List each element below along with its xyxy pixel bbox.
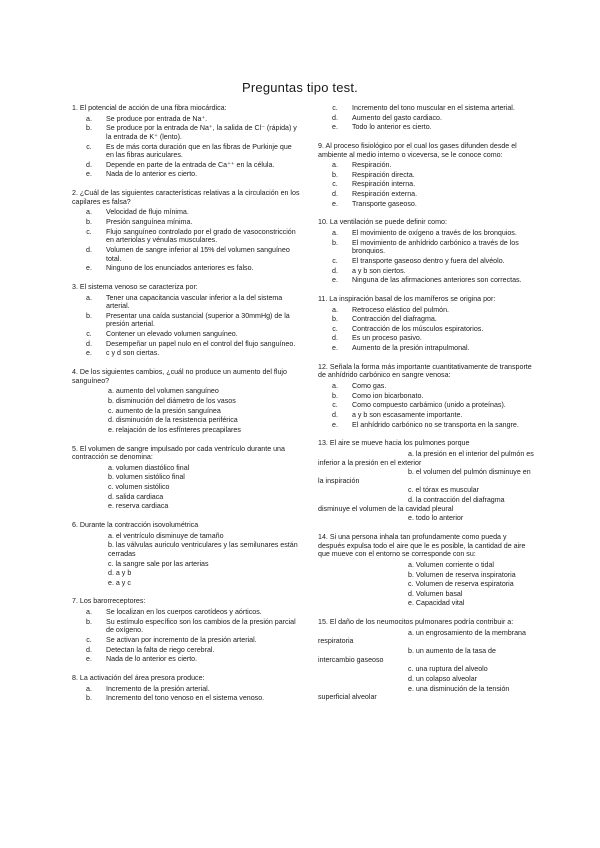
answer-option: [72, 124, 300, 141]
option-letter: d.: [86, 245, 92, 254]
answer-option: [318, 276, 534, 285]
option-letter: d.: [332, 334, 338, 343]
option-text: Desempeñar un papel nulo en el control del flujo sanguíneo.: [106, 339, 296, 348]
right-column: [318, 104, 534, 712]
option-text: El movimiento de oxígeno a través de los bronquios.: [352, 229, 517, 238]
answer-option: [72, 618, 300, 635]
option-text: Nada de lo anterior es cierto.: [106, 655, 198, 664]
option-letter: d.: [86, 339, 92, 348]
question-stem: 10. La ventilación se puede definir como:: [318, 218, 447, 227]
answer-option: [318, 104, 534, 113]
option-text: Como compuesto carbámico (unido a proteínas).: [352, 401, 506, 410]
answer-option: [318, 411, 534, 420]
option-letter: c.: [332, 324, 338, 333]
answer-option: [72, 608, 300, 617]
option-letter: d.: [86, 160, 92, 169]
answer-option: b. Volumen de reserva inspiratoria: [408, 570, 516, 579]
option-letter: c.: [332, 104, 338, 112]
answer-option: b. disminución del diámetro de los vasos: [108, 396, 236, 405]
answer-option: [72, 170, 300, 179]
answer-option: [72, 694, 300, 703]
option-letter: b.: [86, 694, 92, 703]
option-letter: a.: [332, 229, 338, 238]
option-letter: e.: [86, 655, 92, 664]
question-block: [318, 533, 534, 608]
answer-option: [72, 685, 300, 694]
question-block: [72, 283, 300, 358]
answer-option: [318, 334, 534, 343]
option-letter: d.: [332, 113, 338, 122]
option-letter: e.: [332, 344, 338, 353]
option-text: Respiración directa.: [352, 170, 415, 179]
answer-option: [318, 306, 534, 315]
option-letter: b.: [86, 218, 92, 227]
answer-option: [72, 161, 300, 170]
option-letter: c.: [86, 636, 92, 645]
question-stem: 6. Durante la contracción isovolumétrica: [72, 520, 199, 529]
answer-option: a. Volumen corriente o tidal: [408, 560, 494, 569]
option-letter: b.: [86, 617, 92, 626]
option-text: Contener un elevado volumen sanguíneo.: [106, 330, 238, 339]
question-block: [72, 104, 300, 179]
option-text: Incremento del tono venoso en el sistema venoso.: [106, 694, 265, 703]
option-text: Es de más corta duración que en las fibras de Purkinje que en las fibras auriculares.: [106, 142, 292, 160]
answer-option: e. reserva cardiaca: [108, 502, 169, 511]
answer-option: [318, 392, 534, 401]
option-letter: e.: [86, 349, 92, 358]
answer-option: [72, 340, 300, 349]
option-text: Ninguna de las afirmaciones anteriores son correctas.: [352, 276, 522, 285]
option-text: Contracción del diafragma.: [352, 315, 437, 324]
option-letter: b.: [86, 124, 92, 133]
question-stem: 4. De los siguientes cambios, ¿cuál no produce un aumento del flujo sanguíneo?: [72, 368, 287, 385]
option-letter: c.: [332, 256, 338, 265]
answer-option: [318, 180, 534, 189]
answer-option: d. disminución de la resistencia periférica: [108, 416, 238, 425]
option-letter: a.: [86, 608, 92, 617]
left-column: [72, 104, 300, 713]
option-letter: a.: [332, 161, 338, 170]
option-text: Tener una capacitancia vascular inferior a la del sistema arterial.: [106, 293, 283, 311]
option-text: Volumen de sangre inferior al 15% del volumen sanguíneo total.: [106, 245, 290, 263]
option-text: Su estímulo específico son los cambios de la presión parcial de oxígeno.: [106, 617, 296, 635]
option-text: Detectan la falta de riego cerebral.: [106, 645, 215, 654]
question-stem: 13. El aire se mueve hacia los pulmones porque: [318, 439, 470, 448]
option-text: Incremento del tono muscular en el sistema arterial.: [352, 104, 515, 112]
answer-option: [318, 200, 534, 209]
answer-option: [72, 246, 300, 263]
question-stem: 1. El potencial de acción de una fibra miocárdica:: [72, 104, 227, 112]
answer-option: [72, 646, 300, 655]
answer-option: e. una disminución de la tensión superficial alveolar: [318, 684, 510, 702]
option-letter: a.: [86, 293, 92, 302]
option-text: Respiración interna.: [352, 180, 416, 189]
answer-option: [318, 190, 534, 199]
answer-option: [72, 264, 300, 273]
answer-option: c. la sangre sale por las arterias: [108, 559, 209, 568]
answer-option: c. una ruptura del alveolo: [408, 665, 488, 674]
option-text: Contracción de los músculos espiratorios.: [352, 324, 484, 333]
option-letter: d.: [332, 190, 338, 199]
question-block: [318, 104, 534, 132]
answer-option: e. Capacidad vital: [408, 599, 465, 608]
question-block: [318, 363, 534, 429]
question-stem: 8. La activación del área presora produce:: [72, 673, 205, 682]
option-text: Presentar una caída sustancial (superior a 30mmHg) de la presión arterial.: [106, 311, 290, 329]
answer-option: e. a y c: [108, 578, 131, 587]
answer-option: d. Volumen basal: [408, 589, 463, 598]
option-letter: e.: [332, 199, 338, 208]
option-letter: a.: [332, 382, 338, 391]
page-title: Preguntas tipo test.: [241, 80, 358, 95]
answer-option: [318, 344, 534, 353]
answer-option: e. todo lo anterior: [408, 514, 464, 523]
answer-option: b. un aumento de la tasa de intercambio gaseoso: [318, 647, 496, 664]
option-text: El anhídrido carbónico no se transporta en la sangre.: [352, 420, 519, 429]
answer-option: d. a y b: [108, 569, 132, 578]
option-letter: c.: [332, 401, 338, 410]
answer-option: b. el volumen del pulmón disminuye en la inspiración: [318, 468, 531, 485]
answer-option: [318, 239, 534, 256]
option-text: Flujo sanguíneo controlado por el grado de vasoconstricción en arteriolas y vénulas musculares.: [106, 227, 296, 245]
question-block: [318, 295, 534, 353]
option-letter: e.: [86, 170, 92, 179]
option-letter: d.: [332, 266, 338, 275]
option-text: Se produce por entrada de Na⁺.: [106, 114, 208, 123]
option-text: a y b son ciertos.: [352, 266, 406, 275]
question-block: [318, 618, 534, 702]
answer-option: d. la contracción del diafragma disminuye el volumen de la cavidad pleural: [318, 496, 505, 513]
option-letter: b.: [332, 170, 338, 179]
option-text: Depende en parte de la entrada de Ca⁺⁺ en la célula.: [106, 160, 275, 169]
question-stem: 11. La inspiración basal de los mamíferos se origina por:: [318, 294, 496, 303]
option-letter: b.: [332, 391, 338, 400]
option-text: Transporte gaseoso.: [352, 199, 417, 208]
answer-option: c. el tórax es muscular: [408, 486, 479, 495]
option-letter: c.: [86, 227, 92, 236]
answer-option: [318, 401, 534, 410]
option-letter: e.: [332, 276, 338, 285]
option-letter: c.: [86, 330, 92, 339]
answer-option: [318, 123, 534, 132]
option-letter: b.: [332, 315, 338, 324]
answer-option: b. volumen sistólico final: [108, 473, 185, 482]
answer-option: [318, 421, 534, 430]
answer-option: [318, 315, 534, 324]
option-text: Incremento de la presión arterial.: [106, 684, 210, 693]
option-text: Respiración.: [352, 161, 392, 170]
answer-option: [72, 330, 300, 339]
answer-option: d. un colapso alveolar: [408, 674, 478, 683]
option-letter: b.: [86, 311, 92, 320]
option-text: Como gas.: [352, 382, 387, 391]
answer-option: a. el ventrículo disminuye de tamaño: [108, 531, 224, 540]
option-text: Velocidad de flujo mínima.: [106, 208, 189, 217]
answer-option: a. volumen diastólico final: [108, 463, 190, 472]
option-text: Se localizan en los cuerpos carotídeos y aórticos.: [106, 608, 262, 617]
option-text: a y b son escasamente importante.: [352, 410, 463, 419]
option-text: Respiración externa.: [352, 190, 418, 199]
answer-option: c. Volumen de reserva espiratoria: [408, 580, 514, 589]
option-text: Se activan por incremento de la presión arterial.: [106, 636, 257, 645]
option-text: Presión sanguínea mínima.: [106, 218, 193, 227]
answer-option: a. la presión en el interior del pulmón es inferior a la presión en el exterior: [318, 449, 534, 467]
answer-option: d. salida cardiaca: [108, 492, 164, 501]
option-text: El transporte gaseoso dentro y fuera del alvéolo.: [352, 256, 505, 265]
answer-option: [72, 143, 300, 160]
option-text: Aumento de la presión intrapulmonal.: [352, 344, 470, 353]
answer-option: [72, 312, 300, 329]
option-text: Todo lo anterior es cierto.: [352, 123, 432, 132]
answer-option: a. un engrosamiento de la membrana respiratoria: [318, 628, 526, 646]
answer-option: [318, 267, 534, 276]
answer-option: c. volumen sistólico: [108, 483, 170, 492]
answer-option: [318, 325, 534, 334]
question-block: [72, 368, 300, 434]
question-stem: 7. Los barorreceptores:: [72, 597, 146, 606]
option-letter: a.: [86, 114, 92, 123]
question-stem: 15. El daño de los neumocitos pulmonares podría contribuir a:: [318, 618, 514, 627]
option-text: Nada de lo anterior es cierto.: [106, 170, 198, 179]
question-block: [318, 218, 534, 284]
question-block: [72, 674, 300, 703]
option-text: Ninguno de los enunciados anteriores es falso.: [106, 264, 254, 273]
answer-option: [318, 114, 534, 123]
option-letter: e.: [86, 264, 92, 273]
option-letter: a.: [86, 208, 92, 217]
answer-option: [318, 171, 534, 180]
answer-option: [72, 208, 300, 217]
answer-option: c. aumento de la presión sanguínea: [108, 406, 221, 415]
question-block: [318, 439, 534, 523]
answer-option: b. las válvulas auriculo ventriculares y las semilunares están cerradas: [108, 541, 298, 558]
question-stem: 14. Si una persona inhala tan profundamente como pueda y después expulsa todo el aire que le es posible, la cantidad de aire que mueve con el entorno se corresponde con su:: [318, 532, 526, 559]
question-block: [72, 597, 300, 663]
option-text: Se produce por la entrada de Na⁺, la salida de Cl⁻ (rápida) y la entrada de K⁺ (lento).: [106, 124, 297, 141]
answer-option: [72, 218, 300, 227]
option-text: Como ion bicarbonato.: [352, 391, 424, 400]
option-letter: e.: [332, 123, 338, 132]
option-text: Es un proceso pasivo.: [352, 334, 422, 343]
answer-option: e. relajación de los esfínteres precapilares: [108, 425, 241, 434]
option-text: El movimiento de anhídrido carbónico a través de los bronquios.: [352, 238, 519, 256]
question-stem: 3. El sistema venoso se caracteriza por:: [72, 282, 198, 291]
answer-option: [72, 655, 300, 664]
option-letter: a.: [86, 684, 92, 693]
option-text: Aumento del gasto cardiaco.: [352, 113, 442, 122]
option-letter: d.: [332, 410, 338, 419]
option-letter: b.: [332, 238, 338, 247]
option-text: Retroceso elástico del pulmón.: [352, 305, 449, 314]
answer-option: a. aumento del volumen sanguíneo: [108, 387, 219, 396]
question-block: [72, 445, 300, 511]
question-stem: 9. Al proceso fisiológico por el cual los gases difunden desde el ambiente al medio interno o viceversa, se le conoce como:: [318, 141, 517, 159]
question-block: [72, 189, 300, 273]
answer-option: [72, 228, 300, 245]
answer-option: [72, 115, 300, 124]
option-text: c y d son ciertas.: [106, 349, 160, 358]
answer-option: [72, 294, 300, 311]
answer-option: [318, 257, 534, 266]
answer-option: [318, 382, 534, 391]
answer-option: [72, 349, 300, 358]
answer-option: [318, 161, 534, 170]
option-letter: c.: [332, 180, 338, 189]
question-block: [72, 521, 300, 587]
option-letter: c.: [86, 142, 92, 151]
question-block: [318, 142, 534, 208]
question-stem: 12. Señala la forma más importante cuantitativamente de transporte de anhídrido carbónico en sangre venosa:: [318, 362, 532, 380]
option-letter: a.: [332, 305, 338, 314]
option-letter: d.: [86, 645, 92, 654]
option-letter: e.: [332, 420, 338, 429]
question-stem: 2. ¿Cuál de las siguientes características relativas a la circulación en los capilares es falsa?: [72, 189, 300, 206]
answer-option: [318, 229, 534, 238]
question-stem: 5. El volumen de sangre impulsado por cada ventrículo durante una contracción se denomina:: [72, 444, 285, 462]
answer-option: [72, 636, 300, 645]
